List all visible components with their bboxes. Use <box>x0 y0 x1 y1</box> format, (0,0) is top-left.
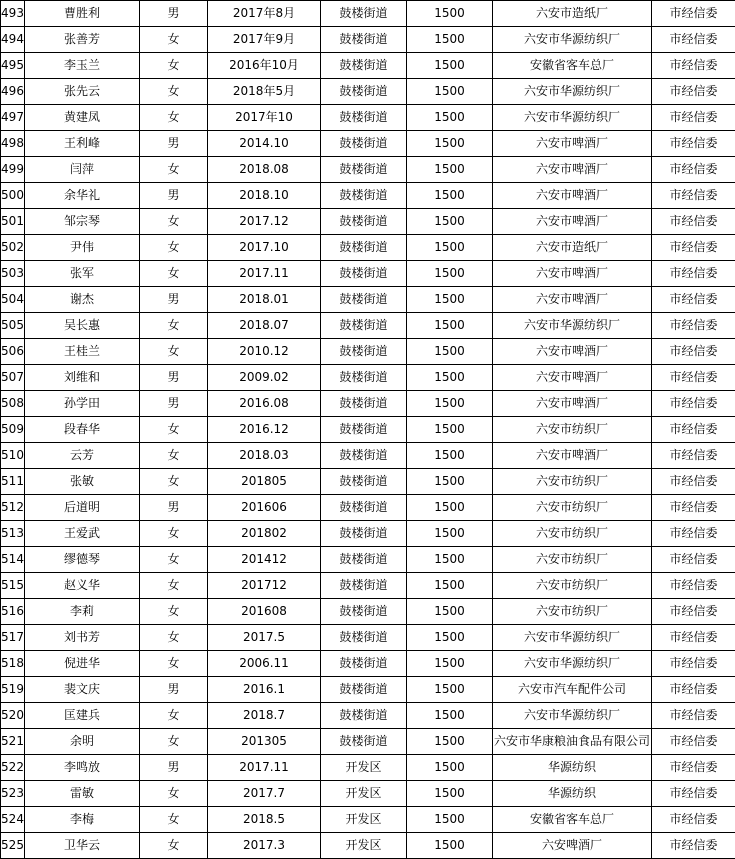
row-number[interactable]: 499 <box>1 157 25 183</box>
table-row <box>1 599 735 625</box>
date-cell[interactable]: 2016.08 <box>208 391 321 417</box>
dept-cell[interactable]: 市经信委 <box>652 599 735 625</box>
row-number[interactable]: 508 <box>1 391 25 417</box>
sex-cell[interactable]: 女 <box>140 443 208 469</box>
unit-cell[interactable]: 六安市华康粮油食品有限公司 <box>493 729 652 755</box>
sex-cell[interactable]: 女 <box>140 781 208 807</box>
amount-cell[interactable]: 1500 <box>407 131 493 157</box>
name-cell[interactable]: 张敏 <box>25 469 140 495</box>
unit-cell[interactable]: 华源纺织 <box>493 781 652 807</box>
row-number[interactable]: 504 <box>1 287 25 313</box>
table-row <box>1 677 735 703</box>
date-cell[interactable]: 2018年5月 <box>208 79 321 105</box>
dept-cell[interactable]: 市经信委 <box>652 313 735 339</box>
sex-cell[interactable]: 女 <box>140 833 208 859</box>
street-cell[interactable]: 鼓楼街道 <box>321 313 407 339</box>
name-cell[interactable]: 吴长惠 <box>25 313 140 339</box>
amount-cell[interactable]: 1500 <box>407 391 493 417</box>
unit-cell[interactable]: 六安市造纸厂 <box>493 235 652 261</box>
dept-cell[interactable]: 市经信委 <box>652 729 735 755</box>
unit-cell[interactable]: 安徽省客车总厂 <box>493 807 652 833</box>
date-cell[interactable]: 2017年9月 <box>208 27 321 53</box>
dept-cell[interactable]: 市经信委 <box>652 339 735 365</box>
date-cell[interactable]: 2017.10 <box>208 235 321 261</box>
amount-cell[interactable]: 1500 <box>407 495 493 521</box>
sex-cell[interactable]: 女 <box>140 807 208 833</box>
dept-cell[interactable]: 市经信委 <box>652 807 735 833</box>
row-number[interactable]: 494 <box>1 27 25 53</box>
amount-cell[interactable]: 1500 <box>407 521 493 547</box>
table-row <box>1 755 735 781</box>
date-cell[interactable]: 2014.10 <box>208 131 321 157</box>
street-cell[interactable]: 鼓楼街道 <box>321 339 407 365</box>
date-cell[interactable]: 2017.11 <box>208 261 321 287</box>
unit-cell[interactable]: 六安市造纸厂 <box>493 1 652 27</box>
sex-cell[interactable]: 女 <box>140 313 208 339</box>
date-cell[interactable]: 2017.7 <box>208 781 321 807</box>
row-number[interactable]: 510 <box>1 443 25 469</box>
date-cell[interactable]: 201608 <box>208 599 321 625</box>
name-cell[interactable]: 卫华云 <box>25 833 140 859</box>
unit-cell[interactable]: 六安市啤酒厂 <box>493 261 652 287</box>
sex-cell[interactable]: 女 <box>140 209 208 235</box>
amount-cell[interactable]: 1500 <box>407 157 493 183</box>
dept-cell[interactable]: 市经信委 <box>652 781 735 807</box>
table-row <box>1 105 735 131</box>
amount-cell[interactable]: 1500 <box>407 209 493 235</box>
table-row <box>1 781 735 807</box>
street-cell[interactable]: 鼓楼街道 <box>321 469 407 495</box>
sex-cell[interactable]: 男 <box>140 365 208 391</box>
amount-cell[interactable]: 1500 <box>407 729 493 755</box>
table-row <box>1 183 735 209</box>
dept-cell[interactable]: 市经信委 <box>652 677 735 703</box>
dept-cell[interactable]: 市经信委 <box>652 521 735 547</box>
name-cell[interactable]: 赵义华 <box>25 573 140 599</box>
row-number[interactable]: 500 <box>1 183 25 209</box>
street-cell[interactable]: 鼓楼街道 <box>321 573 407 599</box>
sex-cell[interactable]: 女 <box>140 53 208 79</box>
sex-cell[interactable]: 男 <box>140 391 208 417</box>
amount-cell[interactable]: 1500 <box>407 53 493 79</box>
unit-cell[interactable]: 安徽省客车总厂 <box>493 53 652 79</box>
table-body <box>1 1 735 859</box>
dept-cell[interactable]: 市经信委 <box>652 183 735 209</box>
name-cell[interactable]: 尹伟 <box>25 235 140 261</box>
street-cell[interactable]: 开发区 <box>321 807 407 833</box>
amount-cell[interactable]: 1500 <box>407 651 493 677</box>
name-cell[interactable]: 倪进华 <box>25 651 140 677</box>
table-row <box>1 417 735 443</box>
unit-cell[interactable]: 六安市啤酒厂 <box>493 209 652 235</box>
dept-cell[interactable]: 市经信委 <box>652 443 735 469</box>
row-number[interactable]: 514 <box>1 547 25 573</box>
dept-cell[interactable]: 市经信委 <box>652 417 735 443</box>
sex-cell[interactable]: 女 <box>140 521 208 547</box>
amount-cell[interactable]: 1500 <box>407 287 493 313</box>
unit-cell[interactable]: 六安市华源纺织厂 <box>493 703 652 729</box>
sex-cell[interactable]: 女 <box>140 261 208 287</box>
date-cell[interactable]: 2016.12 <box>208 417 321 443</box>
unit-cell[interactable]: 六安市啤酒厂 <box>493 339 652 365</box>
unit-cell[interactable]: 六安市纺织厂 <box>493 495 652 521</box>
dept-cell[interactable]: 市经信委 <box>652 391 735 417</box>
name-cell[interactable]: 云芳 <box>25 443 140 469</box>
date-cell[interactable]: 201606 <box>208 495 321 521</box>
unit-cell[interactable]: 六安市纺织厂 <box>493 547 652 573</box>
street-cell[interactable]: 鼓楼街道 <box>321 131 407 157</box>
sex-cell[interactable]: 女 <box>140 573 208 599</box>
date-cell[interactable]: 201412 <box>208 547 321 573</box>
name-cell[interactable]: 余明 <box>25 729 140 755</box>
row-number[interactable]: 498 <box>1 131 25 157</box>
date-cell[interactable]: 2017.5 <box>208 625 321 651</box>
date-cell[interactable]: 2016年10月 <box>208 53 321 79</box>
street-cell[interactable]: 鼓楼街道 <box>321 417 407 443</box>
sex-cell[interactable]: 女 <box>140 729 208 755</box>
table-row <box>1 79 735 105</box>
name-cell[interactable]: 王爱武 <box>25 521 140 547</box>
amount-cell[interactable]: 1500 <box>407 703 493 729</box>
unit-cell[interactable]: 六安市啤酒厂 <box>493 131 652 157</box>
amount-cell[interactable]: 1500 <box>407 547 493 573</box>
sex-cell[interactable]: 男 <box>140 677 208 703</box>
name-cell[interactable]: 裴文庆 <box>25 677 140 703</box>
amount-cell[interactable]: 1500 <box>407 313 493 339</box>
name-cell[interactable]: 曹胜利 <box>25 1 140 27</box>
street-cell[interactable]: 鼓楼街道 <box>321 599 407 625</box>
street-cell[interactable]: 鼓楼街道 <box>321 105 407 131</box>
date-cell[interactable]: 2017年8月 <box>208 1 321 27</box>
dept-cell[interactable]: 市经信委 <box>652 469 735 495</box>
name-cell[interactable]: 王桂兰 <box>25 339 140 365</box>
amount-cell[interactable]: 1500 <box>407 443 493 469</box>
unit-cell[interactable]: 六安市啤酒厂 <box>493 183 652 209</box>
amount-cell[interactable]: 1500 <box>407 677 493 703</box>
name-cell[interactable]: 张先云 <box>25 79 140 105</box>
unit-cell[interactable]: 六安市啤酒厂 <box>493 365 652 391</box>
table-row <box>1 573 735 599</box>
table-row <box>1 469 735 495</box>
date-cell[interactable]: 2018.03 <box>208 443 321 469</box>
table-row <box>1 703 735 729</box>
unit-cell[interactable]: 六安市啤酒厂 <box>493 391 652 417</box>
row-number[interactable]: 493 <box>1 1 25 27</box>
name-cell[interactable]: 张军 <box>25 261 140 287</box>
table-row <box>1 27 735 53</box>
date-cell[interactable]: 2017.3 <box>208 833 321 859</box>
table-row <box>1 339 735 365</box>
amount-cell[interactable]: 1500 <box>407 79 493 105</box>
date-cell[interactable]: 201712 <box>208 573 321 599</box>
date-cell[interactable]: 2016.1 <box>208 677 321 703</box>
row-number[interactable]: 518 <box>1 651 25 677</box>
sex-cell[interactable]: 女 <box>140 105 208 131</box>
name-cell[interactable]: 王利峰 <box>25 131 140 157</box>
amount-cell[interactable]: 1500 <box>407 339 493 365</box>
street-cell[interactable]: 鼓楼街道 <box>321 157 407 183</box>
dept-cell[interactable]: 市经信委 <box>652 235 735 261</box>
unit-cell[interactable]: 六安市华源纺织厂 <box>493 625 652 651</box>
row-number[interactable]: 520 <box>1 703 25 729</box>
unit-cell[interactable]: 六安市汽车配件公司 <box>493 677 652 703</box>
name-cell[interactable]: 后道明 <box>25 495 140 521</box>
date-cell[interactable]: 2018.01 <box>208 287 321 313</box>
table-row <box>1 53 735 79</box>
street-cell[interactable]: 鼓楼街道 <box>321 53 407 79</box>
table-row <box>1 495 735 521</box>
street-cell[interactable]: 鼓楼街道 <box>321 391 407 417</box>
table-row <box>1 235 735 261</box>
street-cell[interactable]: 鼓楼街道 <box>321 287 407 313</box>
name-cell[interactable]: 刘书芳 <box>25 625 140 651</box>
sex-cell[interactable]: 女 <box>140 703 208 729</box>
amount-cell[interactable]: 1500 <box>407 261 493 287</box>
amount-cell[interactable]: 1500 <box>407 27 493 53</box>
sex-cell[interactable]: 男 <box>140 1 208 27</box>
row-number[interactable]: 506 <box>1 339 25 365</box>
dept-cell[interactable]: 市经信委 <box>652 365 735 391</box>
street-cell[interactable]: 鼓楼街道 <box>321 677 407 703</box>
amount-cell[interactable]: 1500 <box>407 235 493 261</box>
street-cell[interactable]: 鼓楼街道 <box>321 651 407 677</box>
street-cell[interactable]: 鼓楼街道 <box>321 495 407 521</box>
date-cell[interactable]: 201805 <box>208 469 321 495</box>
date-cell[interactable]: 2009.02 <box>208 365 321 391</box>
unit-cell[interactable]: 华源纺织 <box>493 755 652 781</box>
row-number[interactable]: 509 <box>1 417 25 443</box>
date-cell[interactable]: 201802 <box>208 521 321 547</box>
table-row <box>1 729 735 755</box>
unit-cell[interactable]: 六安市纺织厂 <box>493 521 652 547</box>
name-cell[interactable]: 李鸣放 <box>25 755 140 781</box>
amount-cell[interactable]: 1500 <box>407 573 493 599</box>
sex-cell[interactable]: 女 <box>140 547 208 573</box>
table-row <box>1 625 735 651</box>
dept-cell[interactable]: 市经信委 <box>652 573 735 599</box>
name-cell[interactable]: 闫萍 <box>25 157 140 183</box>
table-row <box>1 391 735 417</box>
table-row <box>1 547 735 573</box>
table-row <box>1 261 735 287</box>
street-cell[interactable]: 鼓楼街道 <box>321 443 407 469</box>
dept-cell[interactable]: 市经信委 <box>652 131 735 157</box>
table-row <box>1 833 735 859</box>
row-number[interactable]: 522 <box>1 755 25 781</box>
table-row <box>1 131 735 157</box>
dept-cell[interactable]: 市经信委 <box>652 287 735 313</box>
amount-cell[interactable]: 1500 <box>407 469 493 495</box>
table-row <box>1 313 735 339</box>
dept-cell[interactable]: 市经信委 <box>652 105 735 131</box>
row-number[interactable]: 503 <box>1 261 25 287</box>
row-number[interactable]: 517 <box>1 625 25 651</box>
date-cell[interactable]: 2018.5 <box>208 807 321 833</box>
date-cell[interactable]: 201305 <box>208 729 321 755</box>
row-number[interactable]: 505 <box>1 313 25 339</box>
name-cell[interactable]: 邹宗琴 <box>25 209 140 235</box>
street-cell[interactable]: 鼓楼街道 <box>321 183 407 209</box>
street-cell[interactable]: 开发区 <box>321 755 407 781</box>
street-cell[interactable]: 鼓楼街道 <box>321 729 407 755</box>
date-cell[interactable]: 2017年10 <box>208 105 321 131</box>
sex-cell[interactable]: 男 <box>140 755 208 781</box>
street-cell[interactable]: 鼓楼街道 <box>321 79 407 105</box>
name-cell[interactable]: 雷敏 <box>25 781 140 807</box>
street-cell[interactable]: 鼓楼街道 <box>321 365 407 391</box>
sex-cell[interactable]: 男 <box>140 131 208 157</box>
sex-cell[interactable]: 女 <box>140 417 208 443</box>
street-cell[interactable]: 鼓楼街道 <box>321 625 407 651</box>
date-cell[interactable]: 2018.08 <box>208 157 321 183</box>
row-number[interactable]: 525 <box>1 833 25 859</box>
date-cell[interactable]: 2018.10 <box>208 183 321 209</box>
dept-cell[interactable]: 市经信委 <box>652 703 735 729</box>
row-number[interactable]: 524 <box>1 807 25 833</box>
date-cell[interactable]: 2017.11 <box>208 755 321 781</box>
sex-cell[interactable]: 女 <box>140 79 208 105</box>
row-number[interactable]: 519 <box>1 677 25 703</box>
street-cell[interactable]: 鼓楼街道 <box>321 27 407 53</box>
table-row <box>1 209 735 235</box>
amount-cell[interactable]: 1500 <box>407 365 493 391</box>
row-number[interactable]: 495 <box>1 53 25 79</box>
table-row <box>1 365 735 391</box>
sex-cell[interactable]: 男 <box>140 495 208 521</box>
unit-cell[interactable]: 六安市啤酒厂 <box>493 157 652 183</box>
unit-cell[interactable]: 六安市华源纺织厂 <box>493 105 652 131</box>
unit-cell[interactable]: 六安市华源纺织厂 <box>493 27 652 53</box>
table-row <box>1 1 735 27</box>
dept-cell[interactable]: 市经信委 <box>652 625 735 651</box>
name-cell[interactable]: 孙学田 <box>25 391 140 417</box>
sex-cell[interactable]: 女 <box>140 599 208 625</box>
amount-cell[interactable]: 1500 <box>407 625 493 651</box>
date-cell[interactable]: 2006.11 <box>208 651 321 677</box>
name-cell[interactable]: 张善芳 <box>25 27 140 53</box>
sex-cell[interactable]: 女 <box>140 235 208 261</box>
sex-cell[interactable]: 女 <box>140 27 208 53</box>
sex-cell[interactable]: 男 <box>140 287 208 313</box>
street-cell[interactable]: 鼓楼街道 <box>321 703 407 729</box>
unit-cell[interactable]: 六安市纺织厂 <box>493 469 652 495</box>
dept-cell[interactable]: 市经信委 <box>652 1 735 27</box>
dept-cell[interactable]: 市经信委 <box>652 157 735 183</box>
row-number[interactable]: 515 <box>1 573 25 599</box>
unit-cell[interactable]: 六安市华源纺织厂 <box>493 79 652 105</box>
amount-cell[interactable]: 1500 <box>407 183 493 209</box>
sex-cell[interactable]: 男 <box>140 183 208 209</box>
dept-cell[interactable]: 市经信委 <box>652 495 735 521</box>
date-cell[interactable]: 2018.7 <box>208 703 321 729</box>
name-cell[interactable]: 段春华 <box>25 417 140 443</box>
amount-cell[interactable]: 1500 <box>407 807 493 833</box>
name-cell[interactable]: 匡建兵 <box>25 703 140 729</box>
dept-cell[interactable]: 市经信委 <box>652 79 735 105</box>
name-cell[interactable]: 李莉 <box>25 599 140 625</box>
table-row <box>1 287 735 313</box>
amount-cell[interactable]: 1500 <box>407 105 493 131</box>
table-row <box>1 521 735 547</box>
name-cell[interactable]: 谢杰 <box>25 287 140 313</box>
row-number[interactable]: 513 <box>1 521 25 547</box>
row-number[interactable]: 511 <box>1 469 25 495</box>
date-cell[interactable]: 2017.12 <box>208 209 321 235</box>
name-cell[interactable]: 刘维和 <box>25 365 140 391</box>
dept-cell[interactable]: 市经信委 <box>652 651 735 677</box>
unit-cell[interactable]: 六安市纺织厂 <box>493 573 652 599</box>
table-row <box>1 443 735 469</box>
unit-cell[interactable]: 六安市华源纺织厂 <box>493 651 652 677</box>
sex-cell[interactable]: 女 <box>140 651 208 677</box>
street-cell[interactable]: 开发区 <box>321 833 407 859</box>
table-row <box>1 157 735 183</box>
unit-cell[interactable]: 六安市啤酒厂 <box>493 287 652 313</box>
row-number[interactable]: 512 <box>1 495 25 521</box>
street-cell[interactable]: 鼓楼街道 <box>321 547 407 573</box>
sex-cell[interactable]: 女 <box>140 157 208 183</box>
amount-cell[interactable]: 1500 <box>407 781 493 807</box>
dept-cell[interactable]: 市经信委 <box>652 53 735 79</box>
dept-cell[interactable]: 市经信委 <box>652 755 735 781</box>
date-cell[interactable]: 2010.12 <box>208 339 321 365</box>
date-cell[interactable]: 2018.07 <box>208 313 321 339</box>
amount-cell[interactable]: 1500 <box>407 1 493 27</box>
table-row <box>1 807 735 833</box>
unit-cell[interactable]: 六安市纺织厂 <box>493 599 652 625</box>
street-cell[interactable]: 鼓楼街道 <box>321 521 407 547</box>
name-cell[interactable]: 李玉兰 <box>25 53 140 79</box>
row-number[interactable]: 521 <box>1 729 25 755</box>
dept-cell[interactable]: 市经信委 <box>652 27 735 53</box>
row-number[interactable]: 516 <box>1 599 25 625</box>
row-number[interactable]: 507 <box>1 365 25 391</box>
sex-cell[interactable]: 女 <box>140 339 208 365</box>
table-row <box>1 651 735 677</box>
amount-cell[interactable]: 1500 <box>407 833 493 859</box>
dept-cell[interactable]: 市经信委 <box>652 833 735 859</box>
name-cell[interactable]: 缪德琴 <box>25 547 140 573</box>
unit-cell[interactable]: 六安啤酒厂 <box>493 833 652 859</box>
sex-cell[interactable]: 女 <box>140 625 208 651</box>
name-cell[interactable]: 黄建凤 <box>25 105 140 131</box>
street-cell[interactable]: 鼓楼街道 <box>321 209 407 235</box>
sex-cell[interactable]: 女 <box>140 469 208 495</box>
row-number[interactable]: 523 <box>1 781 25 807</box>
dept-cell[interactable]: 市经信委 <box>652 547 735 573</box>
street-cell[interactable]: 鼓楼街道 <box>321 235 407 261</box>
dept-cell[interactable]: 市经信委 <box>652 209 735 235</box>
unit-cell[interactable]: 六安市华源纺织厂 <box>493 313 652 339</box>
amount-cell[interactable]: 1500 <box>407 599 493 625</box>
row-number[interactable]: 496 <box>1 79 25 105</box>
amount-cell[interactable]: 1500 <box>407 417 493 443</box>
row-number[interactable]: 502 <box>1 235 25 261</box>
street-cell[interactable]: 开发区 <box>321 781 407 807</box>
name-cell[interactable]: 余华礼 <box>25 183 140 209</box>
street-cell[interactable]: 鼓楼街道 <box>321 1 407 27</box>
row-number[interactable]: 501 <box>1 209 25 235</box>
dept-cell[interactable]: 市经信委 <box>652 261 735 287</box>
amount-cell[interactable]: 1500 <box>407 755 493 781</box>
row-number[interactable]: 497 <box>1 105 25 131</box>
name-cell[interactable]: 李梅 <box>25 807 140 833</box>
unit-cell[interactable]: 六安市纺织厂 <box>493 417 652 443</box>
street-cell[interactable]: 鼓楼街道 <box>321 261 407 287</box>
unit-cell[interactable]: 六安市啤酒厂 <box>493 443 652 469</box>
